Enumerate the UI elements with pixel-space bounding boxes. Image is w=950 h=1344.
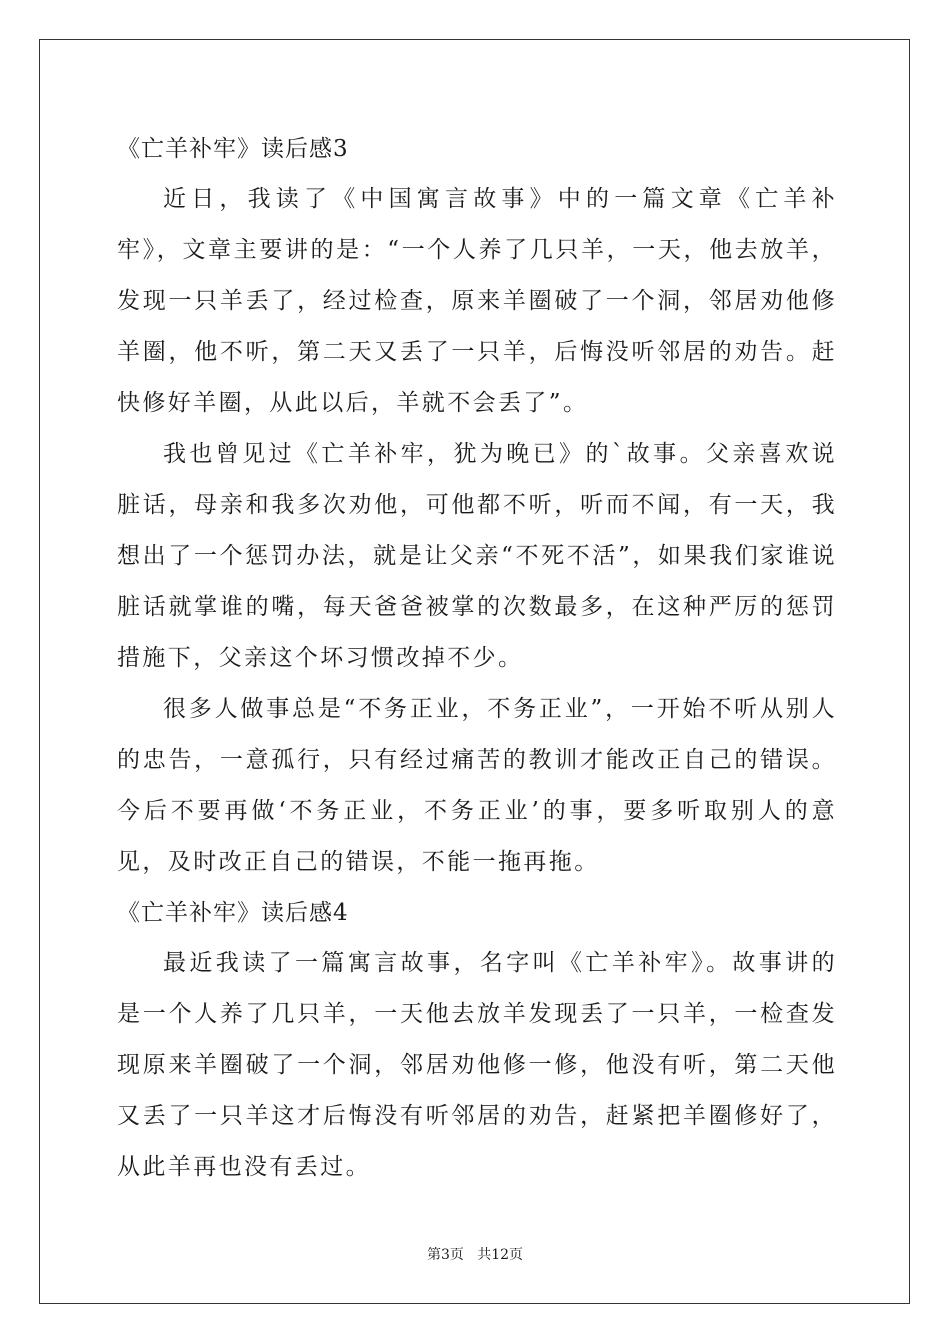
document-body <box>117 124 837 1193</box>
paragraph: 很多人做事总是“不务正业，不务正业”，一开始不听从别人的忠告，一意孤行，只有经过痛苦的教训才能改正自己的错误。今后不要再做‘不务正业，不务正业’的事，要多听取别人的意见，及时改正自己的错误，不能一拖再拖。 <box>117 696 837 875</box>
paragraph: 我也曾见过《亡羊补牢，犹为晚已》的`故事。父亲喜欢说脏话，母亲和我多次劝他，可他都不听，听而不闻，有一天，我想出了一个惩罚办法，就是让父亲“不死不活”，如果我们家谁说脏话就掌谁的嘴，每天爸爸被掌的次数最多，在这种严厉的惩罚措施下，父亲这个坏习惯改掉不少。 <box>117 441 837 671</box>
section-heading-3: 《亡羊补牢》读后感3 <box>117 136 349 162</box>
paragraph: 近日，我读了《中国寓言故事》中的一篇文章《亡羊补牢》，文章主要讲的是：“一个人养了几只羊，一天，他去放羊，发现一只羊丢了，经过检查，原来羊圈破了一个洞，邻居劝他修羊圈，他不听，第二天又丢了一只羊，后悔没听邻居的劝告。赶快修好羊圈，从此以后，羊就不会丢了”。 <box>117 186 837 416</box>
paragraph: 最近我读了一篇寓言故事，名字叫《亡羊补牢》。故事讲的是一个人养了几只羊，一天他去放羊发现丢了一只羊，一检查发现原来羊圈破了一个洞，邻居劝他修一修，他没有听，第二天他又丢了一只羊这才后悔没有听邻居的劝告，赶紧把羊圈修好了，从此羊再也没有丢过。 <box>117 950 837 1180</box>
page-footer: 第3页 共12页 <box>426 1247 524 1263</box>
section-heading-4: 《亡羊补牢》读后感4 <box>117 900 349 926</box>
